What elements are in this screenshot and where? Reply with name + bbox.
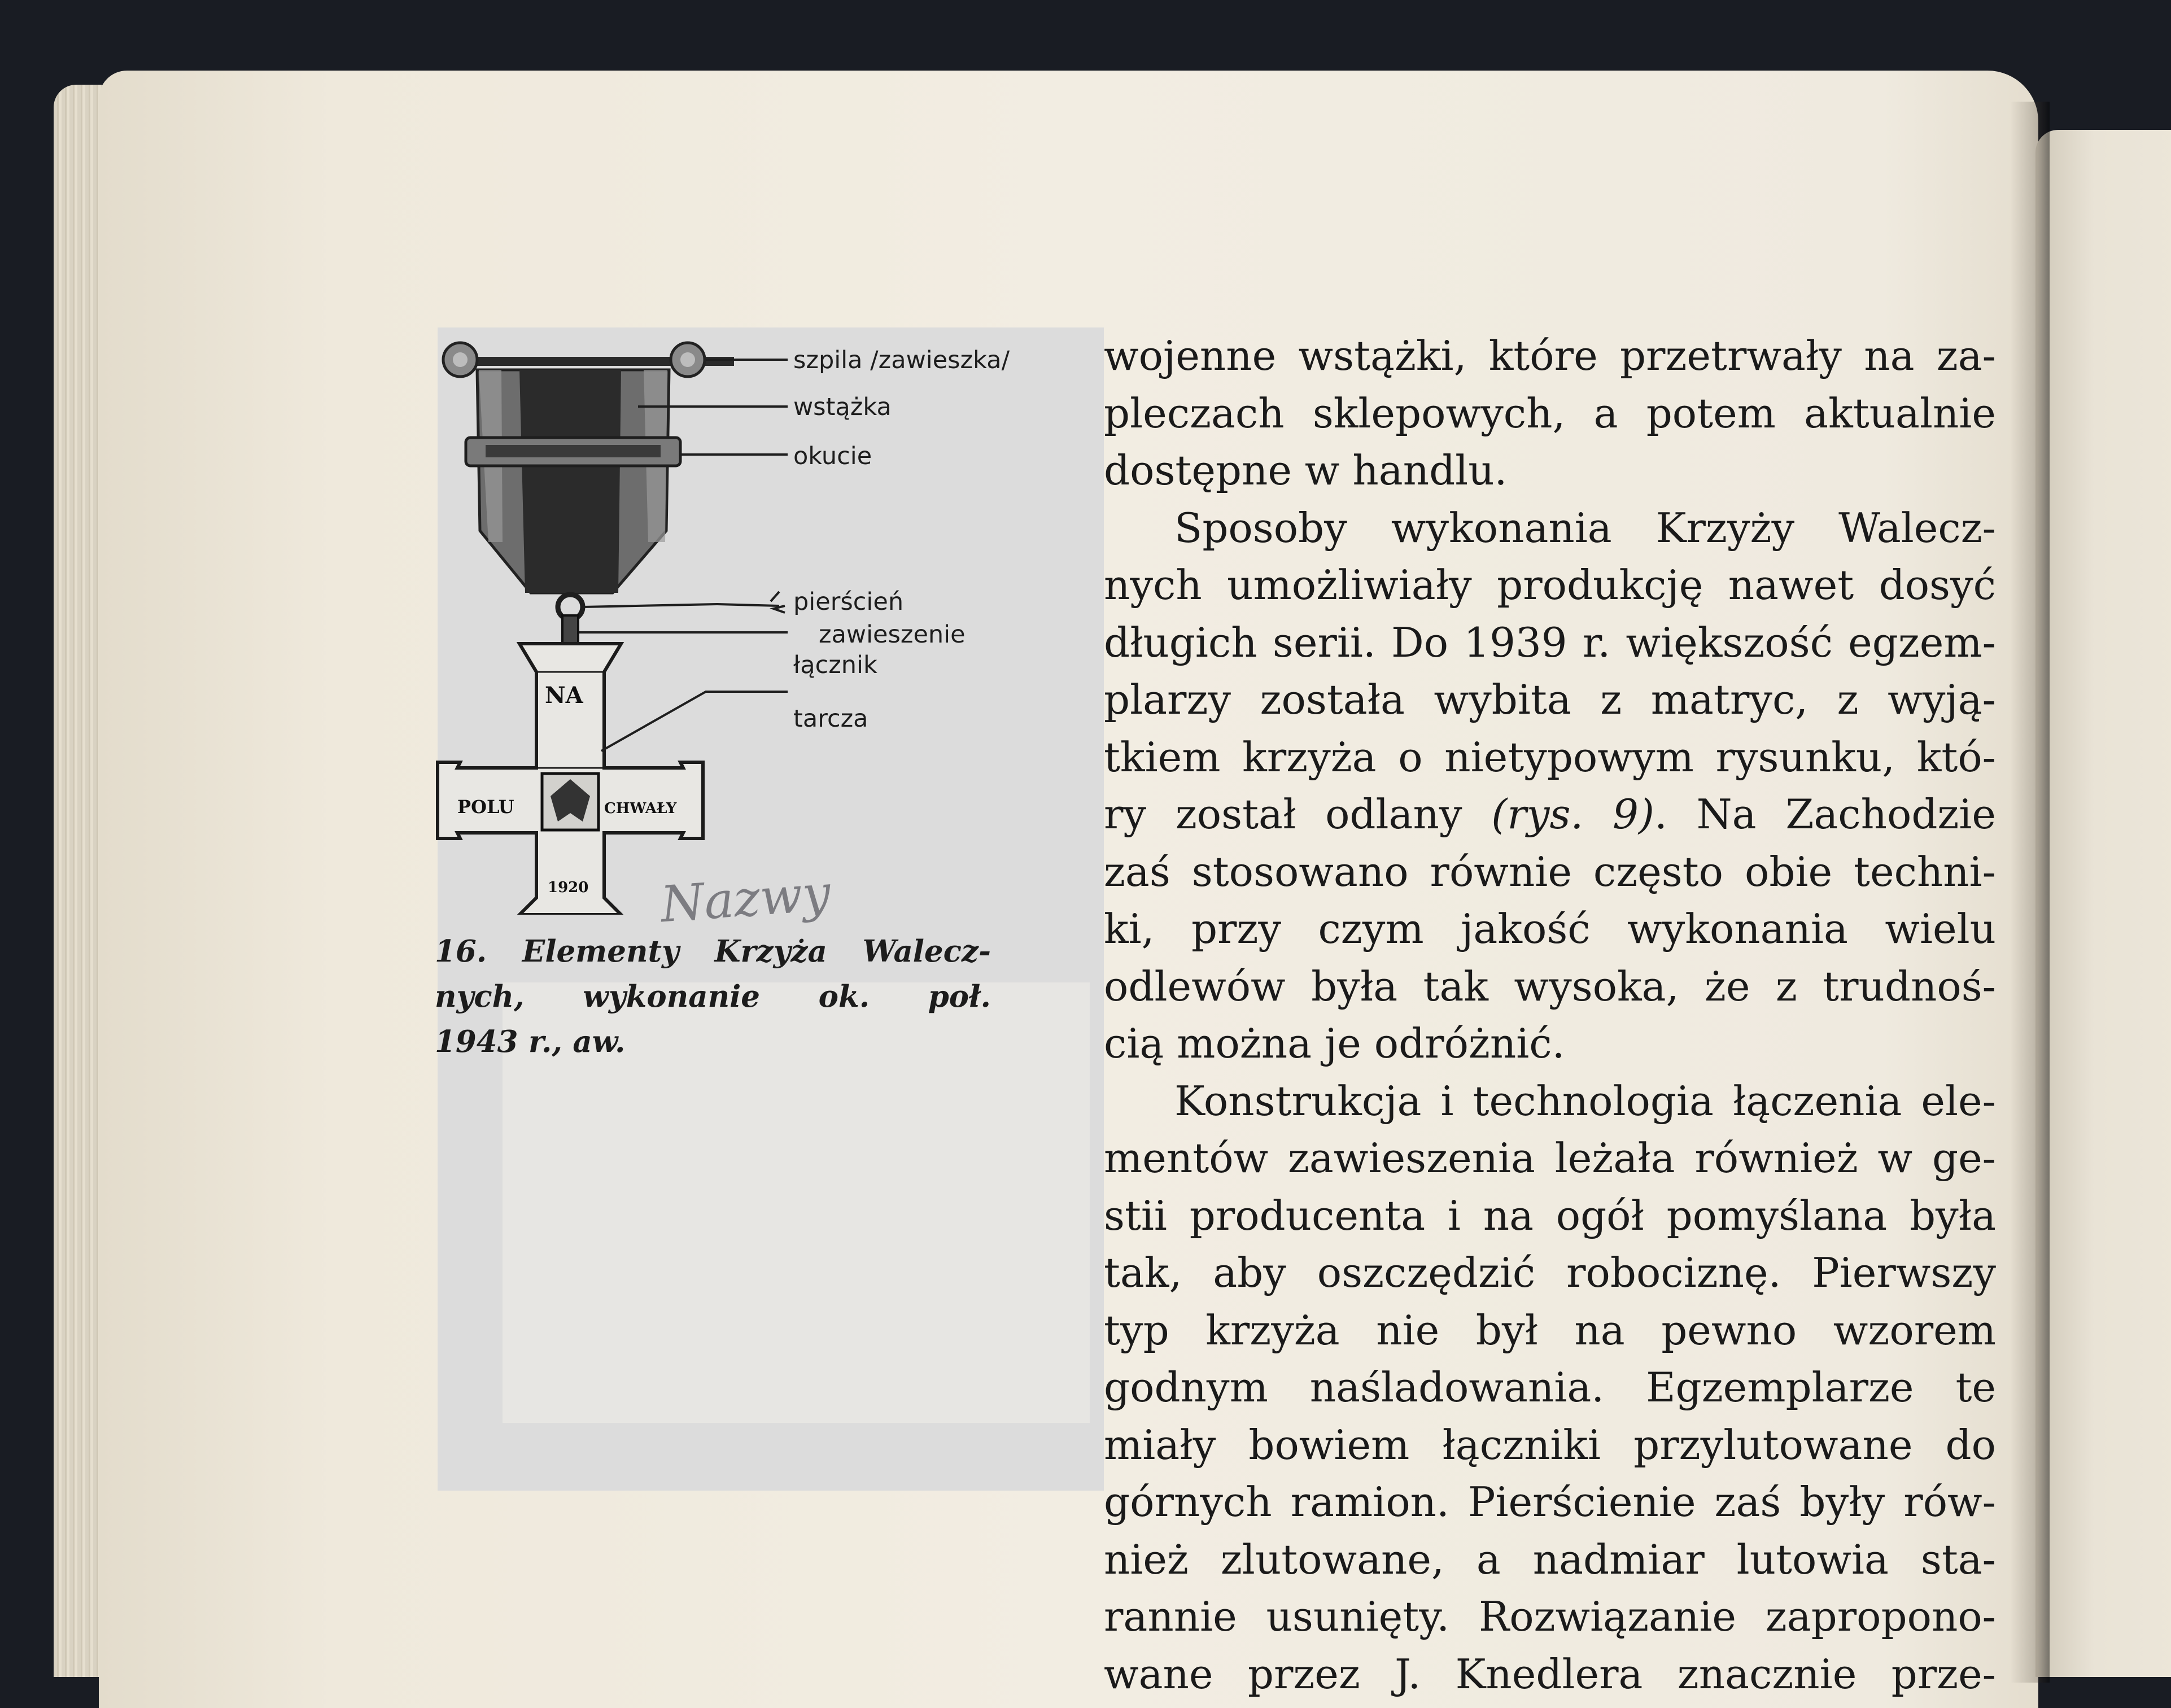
figure-caption: [435, 929, 991, 1064]
fitting-pattern: [486, 445, 661, 457]
text-line: stii producenta i na ogół pomyślana była: [1104, 1191, 1996, 1239]
text-line: pleczach sklepowych, a potem aktualnie: [1104, 389, 1996, 437]
cross-text-left: POLU: [457, 796, 514, 818]
text-line-part: . Na Zachodzie: [1654, 790, 1996, 838]
text-line: godnym naśladowania. Egzemplarze te: [1104, 1364, 1996, 1411]
label-suspension: zawieszenie: [819, 621, 966, 649]
medal-diagram: [435, 327, 1011, 915]
label-fitting: okucie: [793, 442, 872, 470]
label-ribbon: wstążka: [793, 393, 892, 421]
label-pin: szpila /zawieszka/: [793, 346, 1010, 374]
text-line-with-reference: [1104, 786, 1996, 844]
ghost-caption-show-through: [412, 1519, 1090, 1558]
text-line: ki, przy czym jakość wykonania wielu: [1104, 905, 1996, 953]
caption-line: nych, wykonanie ok. poł.: [435, 979, 991, 1014]
text-line: typ krzyża nie był na pewno wzorem: [1104, 1306, 1996, 1354]
text-line: nych umożliwiały produkcję nawet dosyć: [1104, 561, 1996, 609]
text-line: wane przez J. Knedlera znacznie prze-: [1104, 1650, 1996, 1698]
body-text: [1104, 327, 1996, 1703]
handwritten-note: Nazwy: [658, 863, 833, 934]
connector: [562, 615, 578, 644]
figure-reference: (rys. 9): [1491, 790, 1654, 838]
caption-line: 16. Elementy Krzyża Walecz-: [435, 934, 991, 969]
text-line: tak, aby oszczędzić robociznę. Pierwszy: [1104, 1249, 1996, 1296]
cross-text-top: NA: [545, 682, 583, 709]
text-line: odlewów była tak wysoka, że z trudnoś-: [1104, 962, 1996, 1010]
ribbon-dark-stripe: [519, 370, 621, 593]
paragraph-start-line: Konstrukcja i technologia łączenia ele-: [1174, 1077, 1996, 1125]
leader-shield: [601, 692, 788, 751]
text-line: cią można je odróżnić.: [1104, 1020, 1565, 1067]
pin-knob-right-highlight: [680, 352, 695, 367]
cross-text-right: CHWAŁY: [604, 800, 677, 817]
text-line: tkiem krzyża o nietypowym rysunku, któ-: [1104, 733, 1996, 781]
label-shield: tarcza: [793, 705, 868, 733]
text-line-part: ry został odlany: [1104, 790, 1462, 838]
leader-suspension-bracket: [771, 592, 779, 601]
label-ring: pierścień: [793, 588, 904, 616]
pin-knob-left-highlight: [453, 352, 468, 367]
text-line: zaś stosowano równie często obie techni-: [1104, 848, 1996, 896]
facing-page-edge: [2035, 130, 2171, 1677]
leader-ring: [583, 604, 779, 607]
text-line: rannie usunięty. Rozwiązanie zapropono-: [1104, 1593, 1996, 1640]
text-line: wojenne wstążki, które przetrwały na za-: [1104, 332, 1996, 379]
caption-line: 1943 r., aw.: [435, 1024, 626, 1059]
text-line: plarzy została wybita z matryc, z wyją-: [1104, 676, 1996, 723]
cross-text-bottom: 1920: [548, 879, 589, 896]
text-line: dostępne w handlu.: [1104, 447, 1508, 494]
text-line: nież zlutowane, a nadmiar lutowia sta-: [1104, 1535, 1996, 1583]
paragraph-start-line: Sposoby wykonania Krzyży Walecz-: [1174, 504, 1996, 552]
text-line: miały bowiem łączniki przylutowane do: [1104, 1421, 1996, 1469]
text-line: górnych ramion. Pierścienie zaś były rów-: [1104, 1478, 1996, 1526]
label-connector: łącznik: [793, 651, 877, 679]
text-line: długich serii. Do 1939 r. większość egzem-: [1104, 618, 1996, 666]
text-line: mentów zawieszenia leżała również w ge-: [1104, 1134, 1996, 1182]
gutter-shadow: [2010, 102, 2050, 1683]
